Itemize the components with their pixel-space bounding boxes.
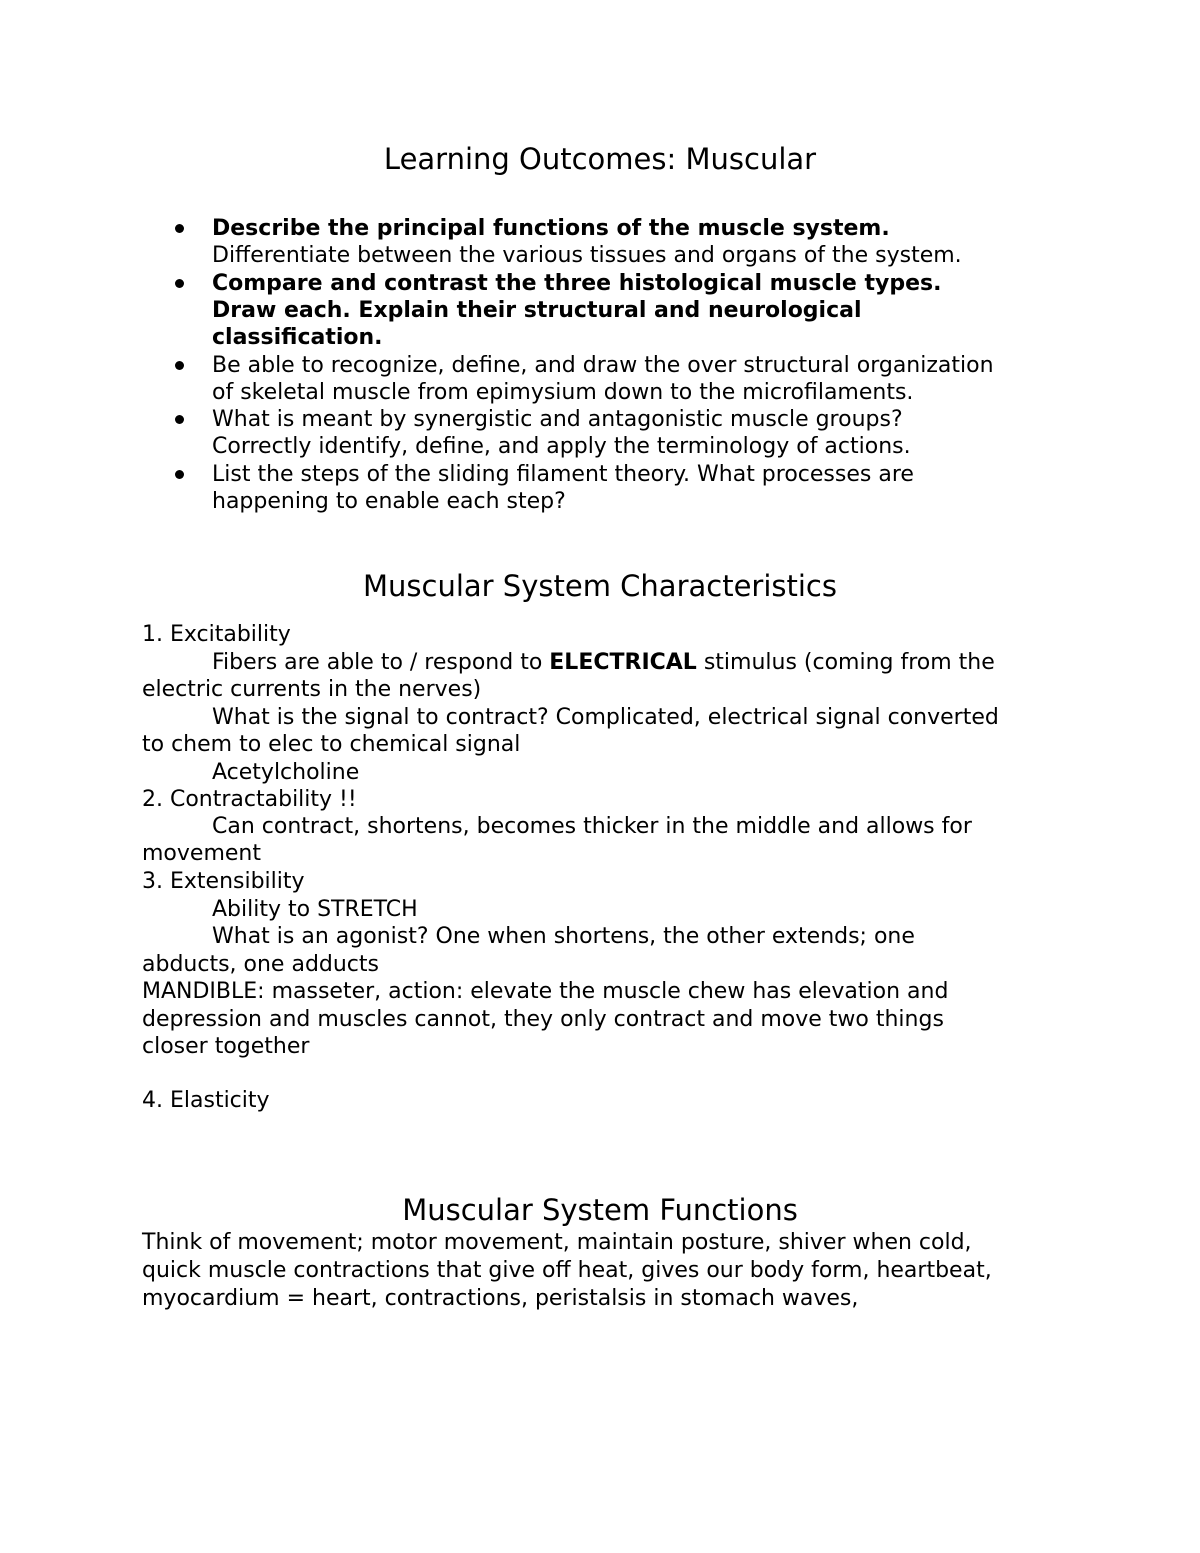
char-elasticity-heading: 4. Elasticity — [142, 1088, 270, 1113]
char-line — [212, 649, 995, 676]
bullet-icon — [175, 415, 184, 424]
char-line: What is the signal to contract? Complicated, electrical signal converted — [212, 705, 999, 730]
outcome-1-line-2: Differentiate between the various tissues and organs of the system. — [212, 243, 962, 268]
functions-line: quick muscle contractions that give off heat, gives our body form, heartbeat, — [142, 1258, 992, 1283]
char-text: Fibers are able to / respond to — [212, 650, 550, 675]
outcome-4-line-1: What is meant by synergistic and antagonistic muscle groups? — [212, 407, 903, 432]
bullet-icon — [175, 470, 184, 479]
char-line: Can contract, shortens, becomes thicker in the middle and allows for — [212, 814, 972, 839]
outcome-2-line-1: Compare and contrast the three histological muscle types. — [212, 271, 942, 296]
char-line: What is an agonist? One when shortens, the other extends; one — [212, 924, 915, 949]
char-line: MANDIBLE: masseter, action: elevate the muscle chew has elevation and — [142, 979, 949, 1004]
char-line: movement — [142, 841, 261, 866]
functions-title: Muscular System Functions — [402, 1193, 798, 1227]
bullet-icon — [175, 224, 184, 233]
char-contractability-heading: 2. Contractability !! — [142, 787, 357, 812]
char-extensibility-heading: 3. Extensibility — [142, 869, 305, 894]
char-line: electric currents in the nerves) — [142, 677, 482, 702]
outcome-3-line-2: of skeletal muscle from epimysium down to the microfilaments. — [212, 380, 914, 405]
outcome-5-line-2: happening to enable each step? — [212, 489, 566, 514]
char-line: to chem to elec to chemical signal — [142, 732, 521, 757]
electrical-emphasis: ELECTRICAL — [549, 650, 697, 675]
char-text: stimulus (coming from the — [696, 650, 995, 675]
functions-line: myocardium = heart, contractions, peristalsis in stomach waves, — [142, 1286, 859, 1311]
char-line: closer together — [142, 1034, 310, 1059]
char-line: Acetylcholine — [212, 760, 360, 785]
characteristics-title: Muscular System Characteristics — [363, 569, 837, 603]
char-excitability-heading: 1. Excitability — [142, 622, 291, 647]
outcome-1-line-1: Describe the principal functions of the muscle system. — [212, 216, 890, 241]
bullet-icon — [175, 361, 184, 370]
char-line: Ability to STRETCH — [212, 897, 418, 922]
outcome-4-line-2: Correctly identify, define, and apply the terminology of actions. — [212, 434, 911, 459]
outcome-2-line-2: Draw each. Explain their structural and neurological — [212, 298, 862, 323]
outcomes-title: Learning Outcomes: Muscular — [383, 142, 817, 176]
bullet-icon — [175, 279, 184, 288]
outcome-5-line-1: List the steps of the sliding filament theory. What processes are — [212, 462, 914, 487]
char-line: depression and muscles cannot, they only contract and move two things — [142, 1007, 944, 1032]
outcome-2-line-3: classification. — [212, 325, 383, 350]
outcome-3-line-1: Be able to recognize, define, and draw the over structural organization — [212, 353, 994, 378]
functions-line: Think of movement; motor movement, maintain posture, shiver when cold, — [142, 1230, 972, 1255]
char-line: abducts, one adducts — [142, 952, 379, 977]
